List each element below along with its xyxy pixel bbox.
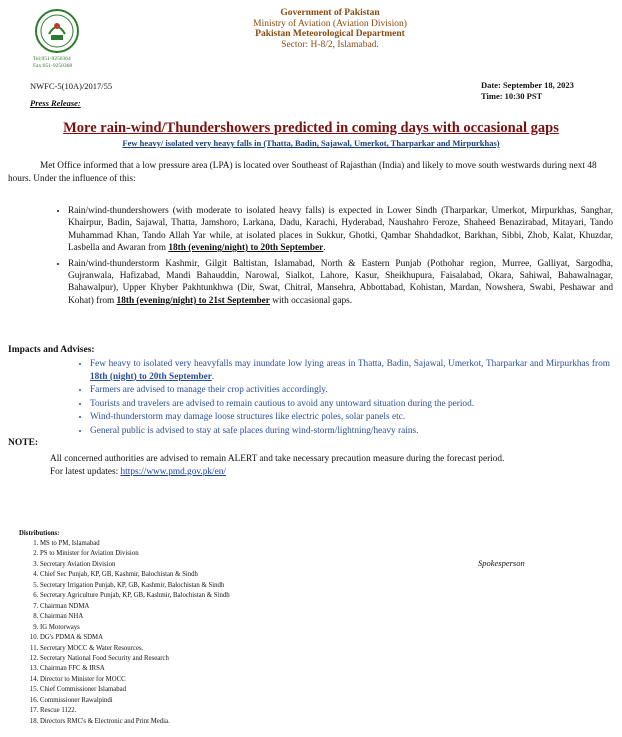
tel-number: Tel:051-9250364 xyxy=(33,56,71,62)
release-time: Time: 10:30 PST xyxy=(481,91,543,101)
updates-label: For latest updates: xyxy=(50,466,121,477)
date-time-block xyxy=(481,80,574,102)
distribution-item: 1. MS to PM, Islamabad xyxy=(40,539,230,549)
distribution-item: 4. Chief Sec Punjab, KP, GB, Kashmir, Balochistan & Sindh xyxy=(40,570,230,580)
forecast-text: Rain/wind-thundershowers (with moderate to isolated heavy falls) is expected in Lower Sindh (Tharparkar, Umerkot, Mirpurkhas, Sanghar, Khairpur, Badin, Sajawal, Thatta, Jamshoro, Larkana, Dadu, Karachi, Hyderabad, Naushahro Feroze, Shaheed Benazirabad, Mitayari, Tando Muhammad Khan, Tando Allah Yar while, at isolated places in Sukkur, Ghotki, Qambar Shahdadkot, Barkhan, Sibbi, Zhob, Kalat, Khuzdar, Lasbella and Awaran from xyxy=(68,206,613,254)
impact-item xyxy=(90,384,610,397)
letterhead-address: Sector: H-8/2, Islamabad. xyxy=(281,39,379,50)
note-block xyxy=(50,453,590,478)
distribution-item: 14. Director to Minister for MOCC xyxy=(40,675,230,685)
distribution-item: 7. Chairman NDMA xyxy=(40,602,230,612)
impact-item xyxy=(90,425,610,438)
distribution-heading: Distributions: xyxy=(19,530,60,537)
forecast-item-sindh xyxy=(68,205,613,255)
forecast-range: 18th (evening/night) to 21st September xyxy=(116,295,270,306)
impact-item xyxy=(90,358,610,383)
impact-text: General public is advised to stay at safe places during wind-storm/lightning/heavy rains. xyxy=(90,425,419,436)
forecast-range: 18th (evening/night) to 20th September xyxy=(168,243,324,254)
distribution-item: 16. Commissioner Rawalpindi xyxy=(40,696,230,706)
impact-range: 18th (night) to 20th September xyxy=(90,371,212,382)
letterhead-government: Government of Pakistan xyxy=(280,8,380,18)
letterhead xyxy=(190,8,470,50)
forecast-text: Rain/wind-thunderstorm Kashmir, Gilgit Baltistan, Islamabad, North & Eastern Punjab (Pothohar region, Murree, Galliyat, Sargodha, Gujranwala, Hafizabad, Mandi Bahauddin, Narowal, Sialkot, Lahore, Kasur, Sheikhupura, Faisalabad, Okara, Sahiwal, Bahawalnagar, Bahawalpur), Upper Khyber Pakhtunkhwa (Dir, Swat, Chitral, Mansehra, Abbottabad, Kohistan, Mardan, Nowshera, Swabi, Peshawar and Kohat) from xyxy=(68,258,613,306)
distribution-item: 2. PS to Minister for Aviation Division xyxy=(40,549,230,559)
impact-item xyxy=(90,398,610,411)
contact-numbers xyxy=(33,56,72,70)
impact-tail: . xyxy=(211,371,215,382)
reference-number: NWFC-5(10A)/2017/55 xyxy=(30,81,113,91)
page-subtitle: Few heavy/ isolated very heavy falls in (Thatta, Badin, Sajawal, Umerkot, Tharparkar and Mirpurkhas) xyxy=(122,138,500,148)
impacts-heading: Impacts and Advises: xyxy=(8,345,95,355)
forecast-item-north xyxy=(68,258,613,308)
spokesperson-signature: Spokesperson xyxy=(478,558,525,568)
forecast-tail: with occasional gaps. xyxy=(269,295,353,306)
distribution-item: 10. DG's PDMA & SDMA xyxy=(40,633,230,643)
distribution-item: 17. Rescue 1122. xyxy=(40,706,230,716)
distribution-item: 11. Secretary MOCC & Water Resources. xyxy=(40,644,230,654)
release-date: Date: September 18, 2023 xyxy=(481,80,574,90)
distribution-item: 18. Directors RMC's & Electronic and Print Media. xyxy=(40,717,230,727)
impacts-list xyxy=(70,358,610,439)
page-title: More rain-wind/Thundershowers predicted in coming days with occasional gaps xyxy=(63,120,559,136)
impact-text: Wind-thunderstorm may damage loose structures like electric poles, solar panels etc. xyxy=(90,412,406,423)
distribution-item: 5. Secretary Irrigation Punjab, KP, GB, Kashmir, Balochistan & Sindh xyxy=(40,581,230,591)
distribution-item: 12. Secretary National Food Security and Research xyxy=(40,654,230,664)
forecast-list xyxy=(46,205,613,310)
distribution-item: 6. Secretary Agriculture Punjab, KP, GB, Kashmir, Balochistan & Sindh xyxy=(40,591,230,601)
forecast-tail: . xyxy=(323,243,326,254)
impact-text: Few heavy to isolated very heavyfalls may inundate low lying areas in Thatta, Badin, Sajawal, Umerkot, Tharparkar and Mirpurkhas from xyxy=(90,359,610,369)
distribution-list xyxy=(18,539,230,727)
impact-text: Tourists and travelers are advised to remain cautious to avoid any untoward situation during the period. xyxy=(90,398,475,409)
impact-item xyxy=(90,411,610,424)
note-heading: NOTE: xyxy=(8,438,39,448)
impact-text: Farmers are advised to manage their crop activities accordingly. xyxy=(90,385,328,396)
press-release-label: Press Release: xyxy=(30,98,81,108)
letterhead-ministry: Ministry of Aviation (Aviation Division) xyxy=(253,18,407,29)
updates-line xyxy=(50,466,590,479)
pmd-logo xyxy=(34,8,80,54)
distribution-item: 3. Secretary Aviation Division xyxy=(40,560,230,570)
pmd-website-link[interactable]: https://www.pmd.gov.pk/en/ xyxy=(120,466,226,477)
intro-paragraph: Met Office informed that a low pressure area (LPA) is located over Southeast of Rajasthan (India) and likely to move south westwards during next 48 hours. Under the influence of this: xyxy=(8,161,597,184)
letterhead-department: Pakistan Meteorological Department xyxy=(255,29,405,39)
distribution-item: 13. Chairman FFC & IRSA xyxy=(40,664,230,674)
distribution-item: 15. Chief Commissioner Islamabad xyxy=(40,685,230,695)
distribution-item: 9. IG Motorways xyxy=(40,623,230,633)
distribution-item: 8. Chairman NHA xyxy=(40,612,230,622)
fax-number: Fax:051-9250368 xyxy=(33,63,73,69)
note-text: All concerned authorities are advised to remain ALERT and take necessary precaution measure during the forecast period. xyxy=(50,454,505,464)
